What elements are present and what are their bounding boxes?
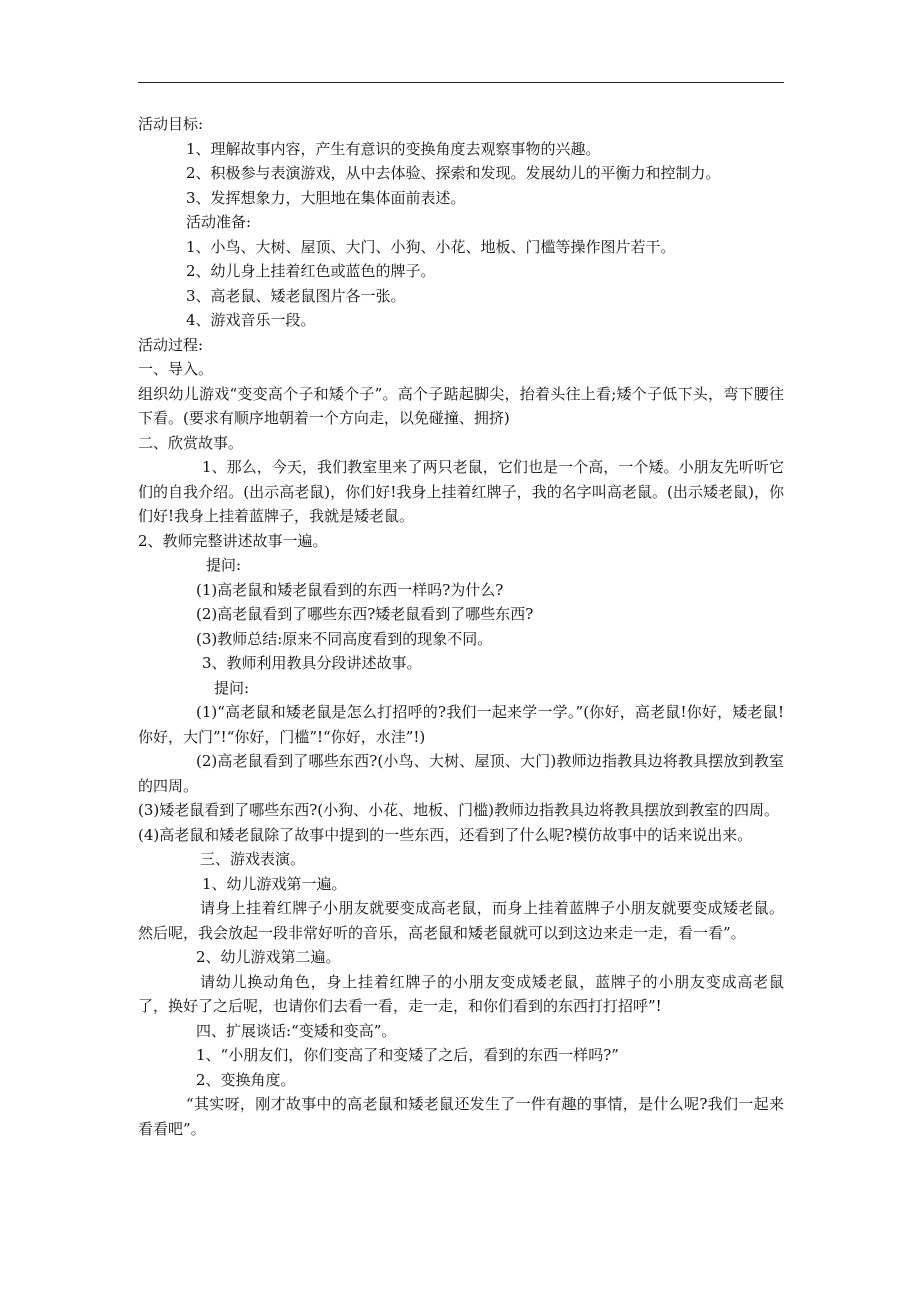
header-rule [138,82,784,83]
section-heading: 二、欣赏故事。 [138,433,244,452]
section-heading: 一、导入。 [138,360,214,378]
paragraph: 1、那么，今天，我们教室里来了两只老鼠，它们也是一个高，一个矮。小朋友先听听它们的自我介绍。(出示高老鼠)，你们好!我身上挂着红牌子，我的名字叫高老鼠。(出示矮老鼠)，你们好!我身上挂着蓝牌子，我就是矮老鼠。 [138,458,784,525]
question-label: 提问: [206,556,242,574]
question-item: (4)高老鼠和矮老鼠除了故事中提到的一些东西，还看到了什么呢?模仿故事中的话来说出来。 [138,825,753,844]
paragraph: 2、幼儿游戏第二遍。 [196,948,341,966]
question-item: (1)“高老鼠和矮老鼠是怎么打招呼的?我们一起来学一学。”(你好，高老鼠!你好，矮老鼠!你好，大门”!“你好，门槛”!“你好，水洼”!) [138,703,784,746]
section-heading: 三、游戏表演。 [200,850,306,868]
question-item: (2)高老鼠看到了哪些东西?矮老鼠看到了哪些东西? [196,605,534,623]
objective-item: 2、积极参与表演游戏，从中去体验、探索和发现。发展幼儿的平衡力和控制力。 [186,164,721,182]
preparation-item: 1、小鸟、大树、屋顶、大门、小狗、小花、地板、门槛等操作图片若干。 [186,237,676,256]
paragraph: 1、幼儿游戏第一遍。 [202,874,347,893]
preparation-item: 3、高老鼠、矮老鼠图片各一张。 [186,286,406,305]
question-item: (1)高老鼠和矮老鼠看到的东西一样吗?为什么? [196,580,504,599]
paragraph: 请身上挂着红牌子小朋友就要变成高老鼠，而身上挂着蓝牌子小朋友就要变成矮老鼠。然后呢，我会放起一段非常好听的音乐，高老鼠和矮老鼠就可以到这边来走一走，看一看”。 [138,899,784,942]
paragraph: 2、变换角度。 [196,1070,296,1089]
paragraph: “其实呀，刚才故事中的高老鼠和矮老鼠还发生了一件有趣的事情，是什么呢?我们一起来看看吧”。 [138,1095,784,1138]
paragraph: 3、教师利用教具分段讲述故事。 [202,654,422,672]
document-body [138,112,784,1141]
question-item: (2)高老鼠看到了哪些东西?(小鸟、大树、屋顶、大门)教师边指教具边将教具摆放到教室的四周。 [138,752,784,795]
heading-process: 活动过程: [138,335,204,354]
heading-objectives: 活动目标: [138,115,204,133]
paragraph: 2、教师完整讲述故事一遍。 [138,531,328,550]
paragraph: 1、“小朋友们，你们变高了和变矮了之后，看到的东西一样吗?” [196,1046,619,1064]
objective-item: 3、发挥想象力，大胆地在集体面前表述。 [186,188,466,207]
paragraph: 请幼儿换动角色，身上挂着红牌子的小朋友变成矮老鼠，蓝牌子的小朋友变成高老鼠了，换好了之后呢，也请你们去看一看，走一走，和你们看到的东西打打招呼”! [138,972,784,1015]
question-item: (3)矮老鼠看到了哪些东西?(小狗、小花、地板、门槛)教师边指教具边将教具摆放到教室的四周。 [138,801,779,819]
section-heading: 四、扩展谈话:“变矮和变高”。 [196,1021,397,1040]
preparation-item: 4、游戏音乐一段。 [186,311,316,329]
objective-item: 1、理解故事内容，产生有意识的变换角度去观察事物的兴趣。 [186,139,601,158]
question-label: 提问: [214,678,250,697]
paragraph: 组织幼儿游戏“变变高个子和矮个子”。高个子踮起脚尖，抬着头往上看;矮个子低下头，弯下腰往下看。(要求有顺序地朝着一个方向走，以免碰撞、拥挤) [138,384,784,427]
preparation-item: 2、幼儿身上挂着红色或蓝色的牌子。 [186,262,436,280]
heading-preparation: 活动准备: [186,213,252,231]
question-item: (3)教师总结:原来不同高度看到的现象不同。 [196,629,493,648]
